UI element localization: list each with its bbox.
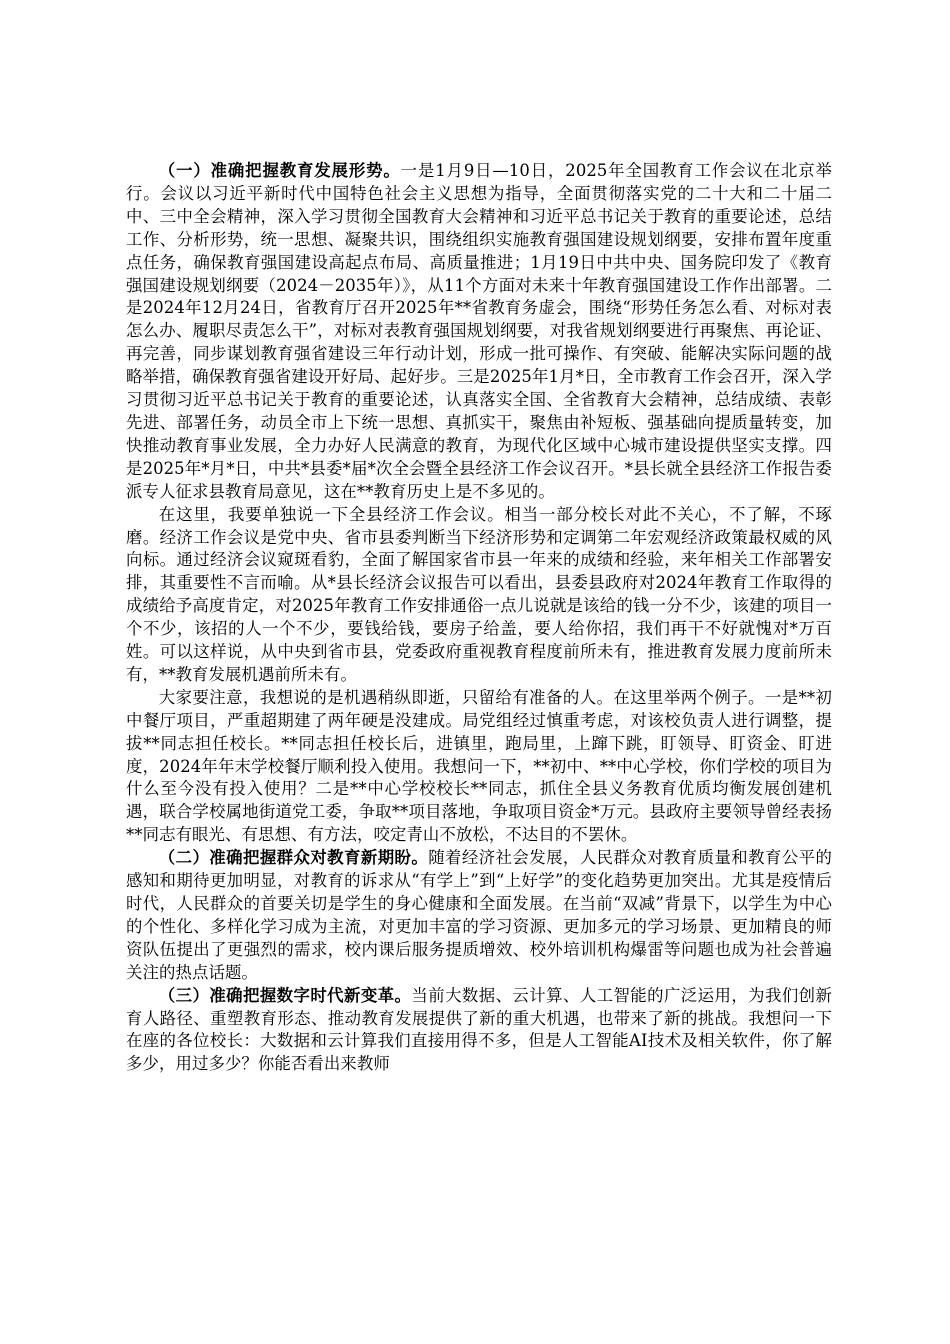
paragraph-economic-meeting	[126, 504, 832, 687]
paragraph-text: 当前大数据、云计算、人工智能的广泛运用，为我们创新育人路径、重塑教育形态、推动教育发展提供了新的重大机遇，也带来了新的挑战。我想问一下在座的各位校长：大数据和云计算我们直接用得不多，但是人工智能AI技术及相关软件，你了解多少，用过多少？你能否看出来教师	[126, 985, 833, 1074]
section-heading-2: （二）准确把握群众对教育新期盼。	[158, 848, 429, 868]
paragraph-text: 一是1月9日—10日，2025年全国教育工作会议在北京举行。会议以习近平新时代中国特色社会主义思想为指导，全面贯彻落实党的二十大和二十届二中、三中全会精神，深入学习贯彻全国教育大会精神和习近平总书记关于教育的重要论述，总结工作、分析形势，统一思想、凝聚共识，围绕组织实施教育强国建设规划纲要，安排布置年度重点任务，确保教育强国建设高起点布局、高质量推进；1月19日中共中央、国务院印发了《教育强国建设规划纲要（2024－2035年）》，从11个方面对未来十年教育强国建设工作作出部署。二是2024年12月24日，省教育厅召开2025年**省教育务虚会，围绕“形势任务怎么看、对标对表怎么办、履职尽责怎么干”，对标对表教育强国规划纲要，对我省规划纲要进行再聚焦、再论证、再完善，同步谋划教育强省建设三年行动计划，形成一批可操作、有突破、能解决实际问题的战略举措，确保教育强省建设开好局、起好步。三是2025年1月*日，全市教育工作会召开，深入学习贯彻习近平总书记关于教育的重要论述，认真落实全国、全省教育大会精神，总结成绩、表彰先进、部署任务，动员全市上下统一思想、真抓实干，聚焦由补短板、强基础向提质量转变，加快推动教育事业发展，全力办好人民满意的教育，为现代化区域中心城市建设提供坚实支撑。四是2025年*月*日，中共*县委*届*次全会暨全县经济工作会议召开。*县长就全县经济工作报告委派专人征求县教育局意见，这在**教育历史上是不多见的。	[126, 161, 832, 501]
paragraph-public-expectations	[126, 847, 832, 984]
paragraph-opportunity-examples	[126, 687, 832, 847]
paragraph-text: 大家要注意，我想说的是机遇稍纵即逝，只留给有准备的人。在这里举两个例子。一是**初中餐厅项目，严重超期建了两年硬是没建成。局党组经过慎重考虑，对该校负责人进行调整，提拔**同志担任校长。**同志担任校长后，进镇里，跑局里，上蹿下跳，盯领导、盯资金、盯进度，2024年年末学校餐厅顺利投入使用。我想问一下，**初中、**中心学校，你们学校的项目为什么至今没有投入使用？二是**中心学校校长**同志，抓住全县义务教育优质均衡发展创建机遇，联合学校属地街道党工委，争取**项目落地，争取项目资金*万元。县政府主要领导曾经表扬**同志有眼光、有思想、有方法，咬定青山不放松，不达目的不罢休。	[126, 687, 832, 845]
section-heading-1: （一）准确把握教育发展形势。	[158, 161, 401, 180]
document-body	[126, 160, 832, 1076]
paragraph-education-situation	[126, 160, 832, 504]
section-heading-3: （三）准确把握数字时代新变革。	[158, 985, 412, 1005]
paragraph-text: 在这里，我要单独说一下全县经济工作会议。相当一部分校长对此不关心，不了解，不琢磨。经济工作会议是党中央、省市县委判断当下经济形势和定调第二年宏观经济政策最权威的风向标。通过经济会议窥斑看豹，全面了解国家省市县一年来的成绩和经验，来年相关工作部署安排，其重要性不言而喻。从*县长经济会议报告可以看出，县委县政府对2024年教育工作取得的成绩给予高度肯定，对2025年教育工作安排通俗一点儿说就是该给的钱一分不少，该建的项目一个不少，该招的人一个不少，要钱给钱，要房子给盖，要人给你招，我们再干不好就愧对*万百姓。可以这样说，从中央到省市县，党委政府重视教育程度前所未有，推进教育发展力度前所未有，**教育发展机遇前所未有。	[126, 504, 832, 684]
paragraph-text: 随着经济社会发展，人民群众对教育质量和教育公平的感知和期待更加明显，对教育的诉求从“有学上”到“上好学”的变化趋势更加突出。尤其是疫情后时代，人民群众的首要关切是学生的身心健康和全面发展。在当前“双减”背景下，以学生为中心的个性化、多样化学习成为主流，对更加丰富的学习资源、更加多元的学习场景、更加精良的师资队伍提出了更强烈的需求，校内课后服务提质增效、校外培训机构爆雷等问题也成为社会普遍关注的热点话题。	[126, 848, 832, 982]
paragraph-digital-era	[126, 985, 832, 1077]
